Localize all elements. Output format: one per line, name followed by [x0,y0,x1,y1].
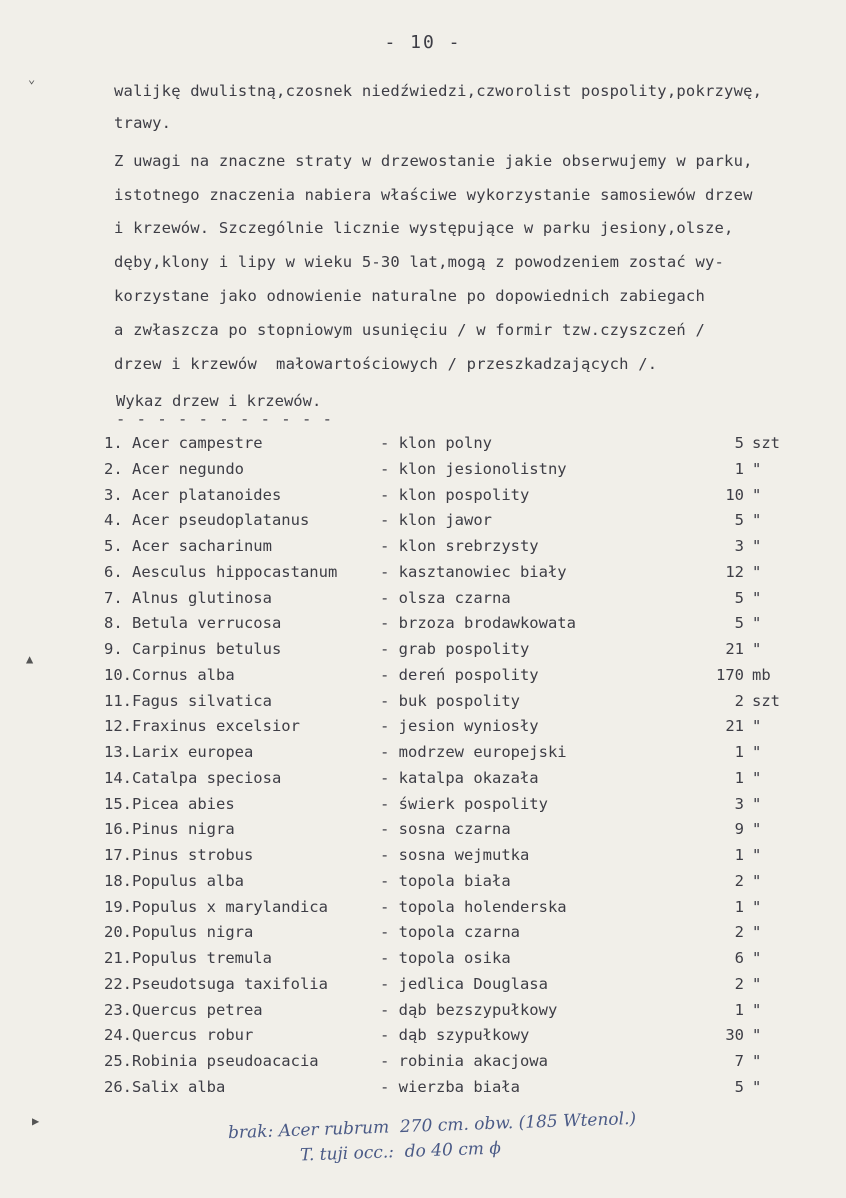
species-quantity: 2 [734,923,744,942]
species-quantity: 5 [734,434,744,452]
species-polish-name: - grab pospolity [380,640,530,658]
species-quantity: 10 [725,485,744,504]
species-polish-name: - topola czarna [380,923,520,942]
list-heading: Wykaz drzew i krzewów. [116,392,322,410]
species-polish-name: - klon pospolity [380,485,530,504]
species-unit: szt [752,691,780,710]
species-latin-name: 21.Populus tremula [104,949,272,967]
species-latin-name: 6. Aesculus hippocastanum [104,562,338,581]
margin-pointer-icon: ▶ [32,1114,40,1128]
species-row [104,769,764,794]
species-row [104,898,764,923]
species-polish-name: - dereń pospolity [380,665,539,684]
species-polish-name: - jesion wyniosły [380,717,539,736]
species-row [104,743,764,768]
species-row [104,975,764,1000]
species-polish-name: - klon jawor [380,511,492,530]
species-quantity: 7 [734,1052,744,1070]
species-latin-name: 3. Acer platanoides [104,485,282,504]
species-polish-name: - klon srebrzysty [380,537,539,555]
species-unit: " [752,743,762,761]
paragraph-line: walijkę dwulistną,czosnek niedźwiedzi,czworolist pospolity,pokrzywę, [114,82,763,100]
species-quantity: 21 [725,717,744,736]
species-row [104,795,764,820]
species-quantity: 1 [734,1000,744,1019]
page-number: - 10 - [384,32,462,53]
species-polish-name: - dąb bezszypułkowy [380,1000,558,1019]
species-polish-name: - wierzba biała [380,1077,520,1096]
species-quantity: 2 [734,871,744,890]
species-latin-name: 22.Pseudotsuga taxifolia [104,974,328,993]
species-unit: " [752,974,762,993]
species-quantity: 1 [734,768,744,787]
species-polish-name: - robinia akacjowa [380,1052,548,1070]
species-row [104,563,764,588]
species-row [104,691,780,717]
species-unit: " [752,717,762,736]
species-polish-name: - klon polny [380,434,492,452]
species-latin-name: 4. Acer pseudoplatanus [104,511,310,530]
species-unit: " [752,768,762,787]
species-row [104,846,764,871]
species-quantity: 5 [734,511,744,530]
species-unit: " [752,871,762,890]
species-polish-name: - sosna czarna [380,820,511,839]
species-row [104,434,780,459]
species-polish-name: - modrzew europejski [380,743,567,761]
species-quantity: 30 [725,1026,744,1045]
paragraph-line: trawy. [114,114,172,132]
species-polish-name: - świerk pospolity [380,794,548,813]
species-unit: " [752,640,762,658]
species-unit: " [752,1026,762,1045]
species-polish-name: - katalpa okazała [380,768,539,787]
species-latin-name: 8. Betula verrucosa [104,614,282,633]
species-quantity: 1 [734,459,744,478]
species-latin-name: 15.Picea abies [104,794,235,813]
species-quantity: 2 [734,974,744,993]
species-latin-name: 9. Carpinus betulus [104,640,282,658]
species-latin-name: 25.Robinia pseudoacacia [104,1052,319,1070]
species-unit: " [752,1000,762,1019]
species-unit: " [752,588,762,607]
species-unit: " [752,511,762,530]
species-quantity: 12 [725,562,744,581]
species-unit: " [752,614,762,633]
species-row [104,640,764,665]
species-quantity: 3 [734,794,744,813]
species-latin-name: 7. Alnus glutinosa [104,588,272,607]
species-polish-name: - dąb szypułkowy [380,1026,530,1045]
paragraph-line: dęby,klony i lipy w wieku 5-30 lat,mogą z powodzeniem zostać wy- [114,253,725,271]
species-unit: " [752,485,762,504]
species-row [104,511,764,536]
species-row [104,589,764,614]
species-row [104,923,764,948]
species-latin-name: 1. Acer campestre [104,434,263,452]
species-quantity: 6 [734,949,744,967]
species-latin-name: 13.Larix europea [104,743,254,761]
species-polish-name: - kasztanowiec biały [380,562,567,581]
paragraph-line: i krzewów. Szczególnie licznie występujące w parku jesiony,olsze, [114,219,734,237]
species-row [104,872,764,897]
species-polish-name: - topola osika [380,949,511,967]
species-unit: " [752,846,762,864]
species-polish-name: - sosna wejmutka [380,846,530,864]
margin-arrow-icon: ▲ [26,652,34,666]
species-latin-name: 14.Catalpa speciosa [104,768,282,787]
species-polish-name: - topola holenderska [380,897,567,916]
species-polish-name: - jedlica Douglasa [380,974,548,993]
species-unit: " [752,537,762,555]
species-row [104,1052,764,1077]
species-row [104,1078,764,1103]
species-latin-name: 24.Quercus robur [104,1026,254,1045]
species-unit: " [752,820,762,839]
species-quantity: 5 [734,588,744,607]
species-latin-name: 16.Pinus nigra [104,820,235,839]
species-polish-name: - topola biała [380,871,511,890]
species-quantity: 5 [734,1077,744,1096]
species-quantity: 2 [734,691,744,710]
species-unit: " [752,923,762,942]
species-latin-name: 19.Populus x marylandica [104,897,328,916]
paragraph-line: Z uwagi na znaczne straty w drzewostanie jakie obserwujemy w parku, [114,152,753,170]
species-row [104,820,764,845]
species-unit: " [752,897,762,916]
handwritten-note-line2: T. tuji occ.: do 40 cm ϕ [299,1138,502,1166]
species-row [104,665,771,691]
species-unit: " [752,459,762,478]
paragraph-line: korzystane jako odnowienie naturalne po dopowiednich zabiegach [114,287,705,305]
paragraph-line: a zwłaszcza po stopniowym usunięciu / w formir tzw.czyszczeń / [114,321,705,339]
species-latin-name: 5. Acer sacharinum [104,537,272,555]
list-heading-underline: - - - - - - - - - - - [116,410,333,428]
handwritten-note-line1: brak: Acer rubrum 270 cm. obw. (185 Wtenol.) [227,1108,637,1144]
species-row [104,1001,764,1026]
species-latin-name: 2. Acer negundo [104,459,244,478]
species-unit: szt [752,434,780,452]
species-unit: " [752,949,762,967]
species-row [104,1026,764,1051]
species-unit: " [752,1077,762,1096]
species-quantity: 21 [725,640,744,658]
species-quantity: 1 [734,897,744,916]
species-unit: mb [752,665,771,684]
species-quantity: 3 [734,537,744,555]
species-polish-name: - brzoza brodawkowata [380,614,576,633]
species-row [104,460,764,485]
species-unit: " [752,562,762,581]
species-row [104,537,764,562]
species-quantity: 9 [734,820,744,839]
species-latin-name: 18.Populus alba [104,871,244,890]
species-polish-name: - klon jesionolistny [380,459,567,478]
species-latin-name: 20.Populus nigra [104,923,254,942]
species-latin-name: 26.Salix alba [104,1077,226,1096]
species-latin-name: 10.Cornus alba [104,665,235,684]
species-row [104,614,764,639]
species-row [104,949,764,974]
species-latin-name: 23.Quercus petrea [104,1000,263,1019]
species-polish-name: - olsza czarna [380,588,511,607]
paragraph-line: drzew i krzewów małowartościowych / przeszkadzających /. [114,355,658,373]
species-latin-name: 17.Pinus strobus [104,846,254,864]
paragraph-line: istotnego znaczenia nabiera właściwe wykorzystanie samosiewów drzew [114,186,753,204]
margin-mark-icon: ⌄ [28,72,36,86]
species-latin-name: 11.Fagus silvatica [104,691,272,710]
species-polish-name: - buk pospolity [380,691,520,710]
species-row [104,717,764,742]
species-unit: " [752,794,762,813]
species-quantity: 5 [734,614,744,633]
species-quantity: 170 [716,665,744,684]
species-unit: " [752,1052,762,1070]
species-row [104,486,764,511]
species-quantity: 1 [734,743,744,761]
species-latin-name: 12.Fraxinus excelsior [104,717,300,736]
species-quantity: 1 [734,846,744,864]
